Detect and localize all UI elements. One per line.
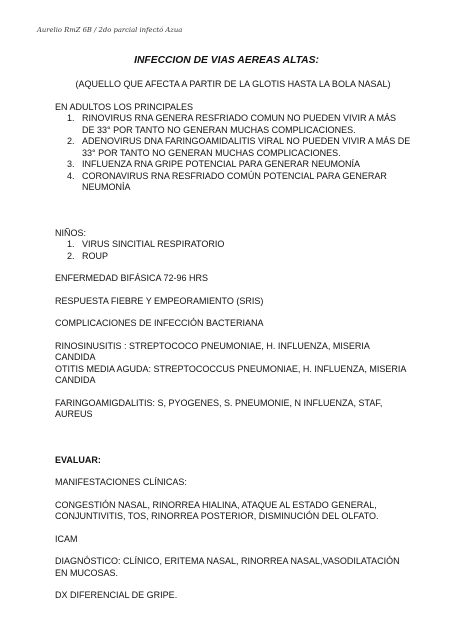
list-item: 1. RINOVIRUS RNA GENERA RESFRIADO COMUN NO PUEDEN VIVIR A MÁS DE 33° POR TANTO NO GENERAN MUCHAS COMPLICACIONES. [67, 113, 397, 135]
evaluar-heading: EVALUAR: [55, 454, 101, 465]
dx-text: DX DIFERENCIAL DE GRIPE. [55, 590, 178, 600]
handwritten-header: Aurelio RmZ 6B / 2do parcial infectó Azua [37, 26, 183, 34]
ninos-list [55, 239, 411, 262]
list-item: 1. VIRUS SINCITIAL RESPIRATORIO [67, 239, 225, 249]
icam-text: ICAM [55, 533, 78, 544]
subtitle: (AQUELLO QUE AFECTA A PARTIR DE LA GLOTIS HASTA LA BOLA NASAL) [75, 79, 391, 89]
congestion-text: CONGESTIÓN NASAL, RINORREA HIALINA, ATAQUE AL ESTADO GENERAL, CONJUNTIVITIS, TOS, RINORREA POSTERIOR, DISMINUCIÓN DEL OLFATO. [55, 499, 379, 521]
faringo-text: FARINGOAMIGDALITIS: S, PYOGENES, S. PNEUMONIE, N INFLUENZA, STAF, AUREUS [55, 397, 383, 419]
rinosinusitis-text: RINOSINUSITIS : STREPTOCOCO PNEUMONIAE, H. INFLUENZA, MISERIA CANDIDA [55, 340, 370, 362]
complicaciones-text: COMPLICACIONES DE INFECCIÓN BACTERIANA [55, 318, 264, 328]
respuesta-text: RESPUESTA FIEBRE Y EMPEORAMIENTO (SRIS) [55, 295, 264, 306]
page-title: INFECCION DE VIAS AEREAS ALTAS: [134, 55, 319, 66]
ninos-heading: NIÑOS: [55, 227, 87, 238]
list-item: 2. ADENOVIRUS DNA FARINGOAMIDALITIS VIRAL NO PUEDEN VIVIR A MÁS DE 33° POR TANTO NO GENERAN MUCHAS COMPLICACIONES. [67, 136, 411, 158]
diagnostico-text: DIAGNÓSTICO: CLÍNICO, ERITEMA NASAL, RINORREA NASAL,VASODILATACIÓN EN MUCOSAS. [55, 556, 400, 578]
list-item: 3. INFLUENZA RNA GRIPE POTENCIAL PARA GENERAR NEUMONÍA [67, 159, 361, 169]
list-item: 2. ROUP [67, 250, 109, 261]
manifestaciones-heading: MANIFESTACIONES CLÍNICAS: [55, 477, 187, 487]
document-body [55, 79, 411, 602]
adultos-list [55, 113, 411, 194]
enfermedad-text: ENFERMEDAD BIFÁSICA 72-96 HRS [55, 273, 209, 283]
adultos-heading: EN ADULTOS LOS PRINCIPALES [55, 101, 194, 112]
list-item: 4. CORONAVIRUS RNA RESFRIADO COMÚN POTENCIAL PARA GENERAR NEUMONÍA [67, 170, 387, 192]
otitis-text: OTITIS MEDIA AGUDA: STREPTOCOCCUS PNEUMONIAE, H. INFLUENZA, MISERIA CANDIDA [55, 363, 406, 385]
